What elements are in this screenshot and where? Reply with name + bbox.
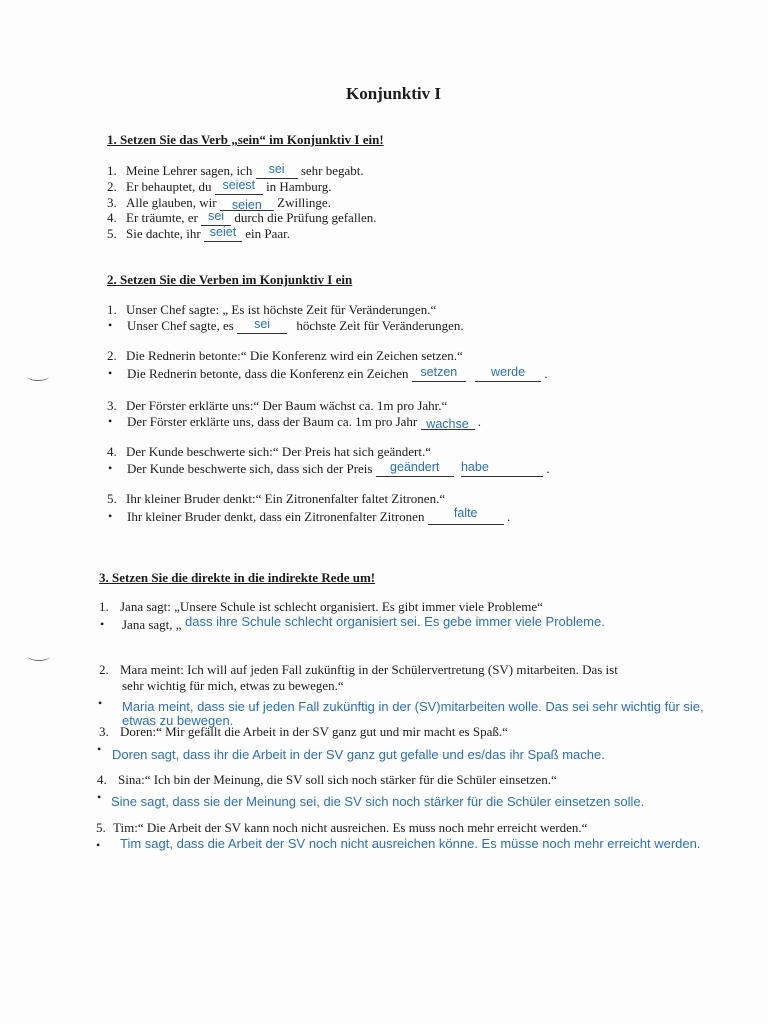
bullet: •	[108, 461, 113, 475]
item-number: 2.	[99, 662, 109, 677]
answer-text: wachse	[426, 417, 469, 431]
s3-item-4-direct	[97, 772, 557, 788]
section-2-heading: 2. Setzen Sie die Verben im Konjunktiv I ein	[107, 272, 353, 287]
answer-blank[interactable]	[220, 196, 274, 211]
answer-blank[interactable]	[428, 506, 504, 525]
answer-blank[interactable]	[412, 367, 466, 382]
s3-item-1-answer[interactable]: dass ihre Schule schlecht organisiert sei. Es gebe immer viele Probleme.	[185, 614, 605, 629]
item-text: in Hamburg.	[266, 179, 332, 194]
s3-item-3-answer[interactable]: Doren sagt, dass ihr die Arbeit in der SV ganz gut gefalle und es/das ihr Spaß mache.	[112, 747, 605, 762]
item-number: 1.	[107, 302, 117, 317]
s2-item-4-direct	[107, 444, 431, 460]
s3-item-2-direct	[99, 662, 618, 678]
s1-item-2	[107, 179, 332, 195]
answer-blank[interactable]	[421, 415, 475, 430]
answer-text: sei	[268, 162, 285, 176]
answer-blank[interactable]	[256, 164, 298, 179]
answer-text: sei	[208, 209, 225, 223]
s3-item-2-direct-cont: sehr wichtig für mich, etwas zu bewegen.“	[122, 678, 344, 693]
s3-item-2-answer-cont[interactable]: etwas zu bewegen.	[122, 713, 234, 728]
s1-item-4	[107, 210, 377, 226]
s2-item-3-direct	[107, 398, 447, 414]
s2-item-4-indirect	[127, 461, 549, 477]
s2-item-2-direct	[107, 348, 463, 364]
item-number: 2.	[107, 348, 117, 363]
item-text: Ihr kleiner Bruder denkt, dass ein Zitronenfalter Zitronen	[127, 509, 425, 524]
answer-blank[interactable]	[215, 180, 263, 195]
item-text: sehr begabt.	[300, 163, 364, 178]
item-number: 5.	[107, 491, 117, 506]
item-text: Ihr kleiner Bruder denkt:“ Ein Zitronenfalter faltet Zitronen.“	[126, 491, 446, 506]
item-text: Zwillinge.	[277, 195, 331, 210]
answer-blank-2[interactable]	[475, 367, 541, 382]
s3-item-1-direct	[99, 599, 543, 615]
item-text: durch die Prüfung gefallen.	[234, 210, 377, 225]
item-text: .	[546, 461, 550, 476]
item-text: .	[544, 366, 548, 381]
answer-text: falte	[453, 506, 478, 520]
answer-blank[interactable]	[376, 462, 454, 477]
item-text: Der Kunde beschwerte sich, dass sich der Preis	[127, 461, 373, 476]
answer-text: seien	[231, 198, 262, 212]
bullet: •	[100, 617, 105, 631]
s2-item-5-direct	[107, 491, 445, 507]
answer-text: geändert	[390, 460, 440, 474]
bullet: •	[96, 838, 101, 852]
item-number: 1.	[99, 599, 109, 614]
item-text: Mara meint: Ich will auf jeden Fall zukünftig in der Schülervertretung (SV) mitarbeiten. Das ist	[120, 662, 618, 677]
item-number: 3.	[99, 724, 109, 739]
item-text: .	[477, 414, 481, 429]
item-text: Er behauptet, du	[126, 179, 212, 194]
item-text: Er träumte, er	[126, 210, 198, 225]
s1-item-1	[107, 163, 364, 179]
item-text: höchste Zeit für Veränderungen.	[296, 318, 464, 333]
item-text: Meine Lehrer sagen, ich	[126, 163, 253, 178]
item-text: Unser Chef sagte: „ Es ist höchste Zeit für Veränderungen.“	[126, 302, 437, 317]
item-number: 4.	[107, 210, 117, 225]
item-number: 4.	[107, 444, 117, 459]
answer-blank-2[interactable]	[461, 462, 543, 477]
bullet: •	[108, 366, 113, 380]
item-text: Die Rednerin betonte, dass die Konferenz ein Zeichen	[127, 366, 409, 381]
bullet: •	[97, 742, 102, 756]
item-text: ein Paar.	[245, 226, 290, 241]
item-text: Der Förster erklärte uns:“ Der Baum wächst ca. 1m pro Jahr.“	[126, 398, 448, 413]
s2-item-1-direct	[107, 302, 436, 318]
bullet: •	[97, 790, 102, 804]
item-number: 2.	[107, 179, 117, 194]
answer-text: setzen	[420, 365, 458, 379]
s2-item-2-indirect	[127, 366, 548, 382]
item-number: 4.	[97, 772, 107, 787]
answer-blank[interactable]	[204, 227, 242, 242]
item-text: Unser Chef sagte, es	[127, 318, 234, 333]
answer-text: sei	[254, 317, 271, 331]
answer-text: seiet	[209, 225, 237, 239]
bullet: •	[108, 509, 113, 523]
s2-item-3-indirect	[127, 414, 481, 430]
item-text: Die Rednerin betonte:“ Die Konferenz wird ein Zeichen setzen.“	[126, 348, 463, 363]
page-title: Konjunktiv I	[346, 84, 441, 103]
item-text: Der Förster erklärte uns, dass der Baum ca. 1m pro Jahr	[127, 414, 418, 429]
answer-text: seiest	[222, 178, 256, 192]
item-text: Sie dachte, ihr	[126, 226, 201, 241]
answer-blank[interactable]	[201, 211, 231, 226]
item-text: Tim:“ Die Arbeit der SV kann noch nicht ausreichen. Es muss noch mehr erreicht werden.“	[113, 820, 588, 835]
item-number: 3.	[107, 195, 117, 210]
answer-text: habe	[460, 460, 489, 474]
section-3-heading: 3. Setzen Sie die direkte in die indirekte Rede um!	[99, 570, 376, 585]
s3-item-5-direct	[96, 820, 587, 836]
s3-item-3-direct	[99, 724, 508, 740]
s2-item-5-indirect	[127, 506, 511, 525]
s3-item-5-answer[interactable]: Tim sagt, dass die Arbeit der SV noch nicht ausreichen könne. Es müsse noch mehr erreicht werden.	[120, 836, 701, 851]
bullet: •	[98, 696, 103, 710]
section-1-heading: 1. Setzen Sie das Verb „sein“ im Konjunktiv I ein!	[107, 132, 384, 147]
s2-item-1-indirect	[127, 318, 464, 334]
bullet: •	[108, 414, 113, 428]
s3-item-2-answer[interactable]: Maria meint, dass sie uf jeden Fall zukünftig in der (SV)mitarbeiten wolle. Das sei sehr wichtig für sie,	[122, 699, 704, 714]
s1-item-5	[107, 226, 290, 242]
item-number: 3.	[107, 398, 117, 413]
item-text: .	[506, 509, 511, 524]
item-text: Sina:“ Ich bin der Meinung, die SV soll sich noch stärker für die Schüler einsetzen.“	[118, 772, 557, 787]
item-text: Doren:“ Mir gefällt die Arbeit in der SV ganz gut und mir macht es Spaß.“	[120, 724, 508, 739]
item-number: 5.	[96, 820, 106, 835]
s3-item-4-answer[interactable]: Sine sagt, dass sie der Meinung sei, die SV sich noch stärker für die Schüler einsetzen solle.	[111, 794, 645, 809]
answer-text: werde	[491, 365, 526, 379]
item-text: Alle glauben, wir	[126, 195, 217, 210]
item-number: 5.	[107, 226, 117, 241]
item-number: 1.	[107, 163, 117, 178]
item-text: Jana sagt: „Unsere Schule ist schlecht organisiert. Es gibt immer viele Probleme“	[120, 599, 543, 614]
item-text: Der Kunde beschwerte sich:“ Der Preis hat sich geändert.“	[126, 444, 432, 459]
answer-blank[interactable]	[237, 319, 287, 334]
s3-item-1-prefix: Jana sagt, „	[122, 617, 182, 632]
bullet: •	[108, 318, 113, 332]
margin-mark	[27, 372, 49, 381]
margin-mark	[28, 652, 50, 661]
